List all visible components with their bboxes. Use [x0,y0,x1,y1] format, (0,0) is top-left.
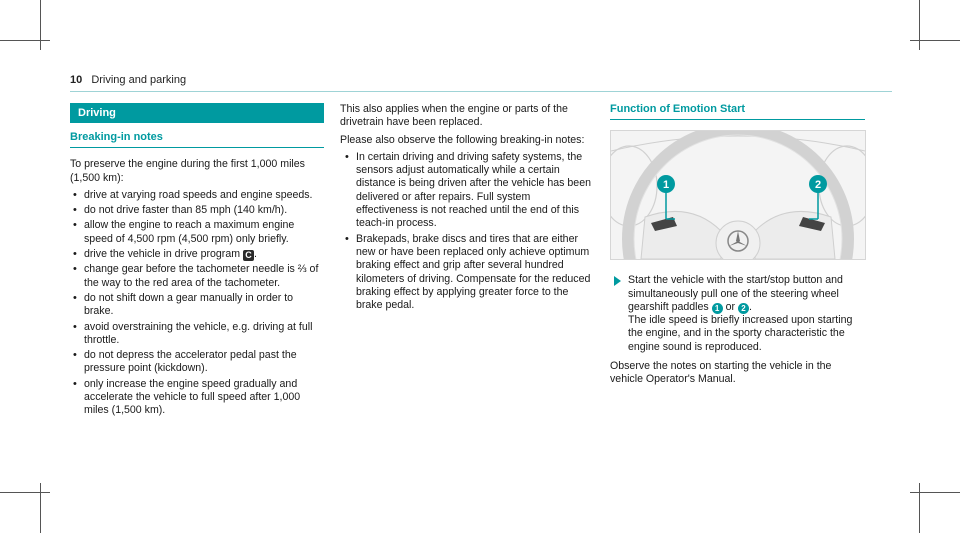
list-item: • drive at varying road speeds and engine speeds. [70,189,324,202]
subsection-title: Breaking-in notes [70,131,324,148]
page-number: 10 [70,74,83,86]
list-item: • allow the engine to reach a maximum engine speed of 4,500 rpm (4,500 rpm) only briefly. [70,219,324,246]
step-arrow-icon [614,276,621,286]
list-item: • only increase the engine speed gradually and accelerate the vehicle to full speed after 1,000 miles (1,500 km). [70,378,324,418]
subsection-title: Function of Emotion Start [610,103,865,120]
chapter-title: Driving and parking [91,74,187,86]
breaking-in-list [70,189,324,418]
callout-1-badge: 1 [712,303,723,314]
paragraph: This also applies when the engine or parts of the drivetrain have been replaced. [340,103,568,129]
column-left [70,103,324,420]
crop-mark [910,492,960,493]
instruction-step [610,274,865,354]
crop-mark [40,483,41,533]
list-item: • avoid overstraining the vehicle, e.g. driving at full throttle. [70,321,324,348]
drive-program-c-icon: C [243,250,254,261]
crop-mark [0,492,50,493]
observe-text: Observe the notes on starting the vehicle in the vehicle Operator's Manual. [610,360,832,386]
callout-1-label: 1 [662,179,670,192]
list-item: • Brakepads, brake discs and tires that are either new or have been replaced only achieve optimum braking effect and grip after several hundred kilometers of driving. Compensate for the reduced braking effect by applying greater force to the brake pedal. [342,233,594,313]
intro-text: To preserve the engine during the first 1,000 miles (1,500 km): [70,158,305,184]
section-title: Driving [70,103,324,123]
step-text: Start the vehicle with the start/stop button and simultaneously pull one of the steering wheel gearshift paddles [628,274,843,313]
steering-wheel-illustration [611,131,865,259]
crop-mark [919,483,920,533]
callout-2-label: 2 [814,179,822,192]
page-header [70,74,186,86]
list-item: • do not depress the accelerator pedal past the pressure point (kickdown). [70,349,324,376]
notes-list [342,151,594,313]
crop-mark [0,40,50,41]
column-middle [340,103,594,314]
crop-mark [919,0,920,50]
steering-wheel-figure [610,130,866,260]
list-item: • drive the vehicle in drive program C . [70,248,324,261]
header-rule [70,91,892,92]
list-item: • In certain driving and driving safety systems, the sensors adjust automatically while a certain distance is being driven after the vehicle has been delivered or after repairs. Full system effectiveness is not reached until the end of this teach-in process. [342,151,594,231]
step-note: The idle speed is briefly increased upon starting the engine, and in the sporty characteristic the engine sound is reproduced. [628,314,853,353]
step-or-text: or [725,300,736,313]
list-item: • do not drive faster than 85 mph (140 km/h). [70,204,324,217]
step-end: . [748,300,752,313]
column-right [610,103,865,391]
list-item-text: drive the vehicle in drive program [84,248,241,261]
crop-mark [910,40,960,41]
crop-mark [40,0,41,50]
callout-2-badge: 2 [738,303,749,314]
paragraph: Please also observe the following breaking-in notes: [340,133,585,146]
list-item: • change gear before the tachometer needle is ⅔ of the way to the red area of the tachometer. [70,263,324,290]
list-item: • do not shift down a gear manually in order to brake. [70,292,324,319]
